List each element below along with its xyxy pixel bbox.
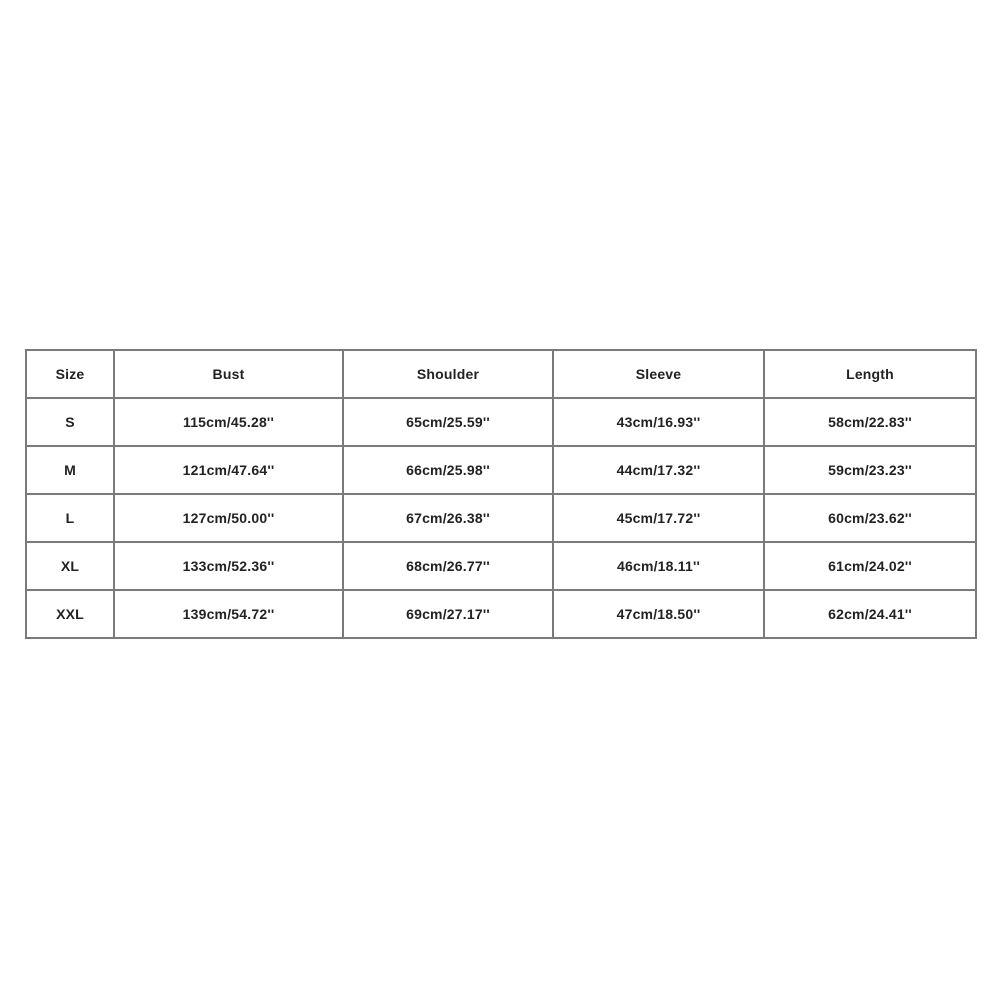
cell-sleeve: 43cm/16.93'' [553,398,764,446]
cell-length: 61cm/24.02'' [764,542,976,590]
cell-sleeve: 45cm/17.72'' [553,494,764,542]
cell-bust: 133cm/52.36'' [114,542,343,590]
cell-length: 58cm/22.83'' [764,398,976,446]
cell-length: 59cm/23.23'' [764,446,976,494]
cell-size: M [26,446,114,494]
cell-size: XXL [26,590,114,638]
size-chart-table [25,349,977,639]
cell-size: S [26,398,114,446]
table-row [26,590,976,638]
cell-bust: 121cm/47.64'' [114,446,343,494]
cell-size: XL [26,542,114,590]
cell-sleeve: 47cm/18.50'' [553,590,764,638]
cell-size: L [26,494,114,542]
header-length: Length [764,350,976,398]
table-row [26,446,976,494]
table-row [26,494,976,542]
cell-sleeve: 44cm/17.32'' [553,446,764,494]
table-header-row [26,350,976,398]
cell-sleeve: 46cm/18.11'' [553,542,764,590]
cell-shoulder: 66cm/25.98'' [343,446,553,494]
cell-shoulder: 65cm/25.59'' [343,398,553,446]
cell-shoulder: 69cm/27.17'' [343,590,553,638]
table-row [26,542,976,590]
cell-bust: 127cm/50.00'' [114,494,343,542]
header-shoulder: Shoulder [343,350,553,398]
cell-bust: 115cm/45.28'' [114,398,343,446]
header-bust: Bust [114,350,343,398]
cell-bust: 139cm/54.72'' [114,590,343,638]
cell-shoulder: 68cm/26.77'' [343,542,553,590]
cell-length: 60cm/23.62'' [764,494,976,542]
header-size: Size [26,350,114,398]
cell-shoulder: 67cm/26.38'' [343,494,553,542]
cell-length: 62cm/24.41'' [764,590,976,638]
table-row [26,398,976,446]
header-sleeve: Sleeve [553,350,764,398]
